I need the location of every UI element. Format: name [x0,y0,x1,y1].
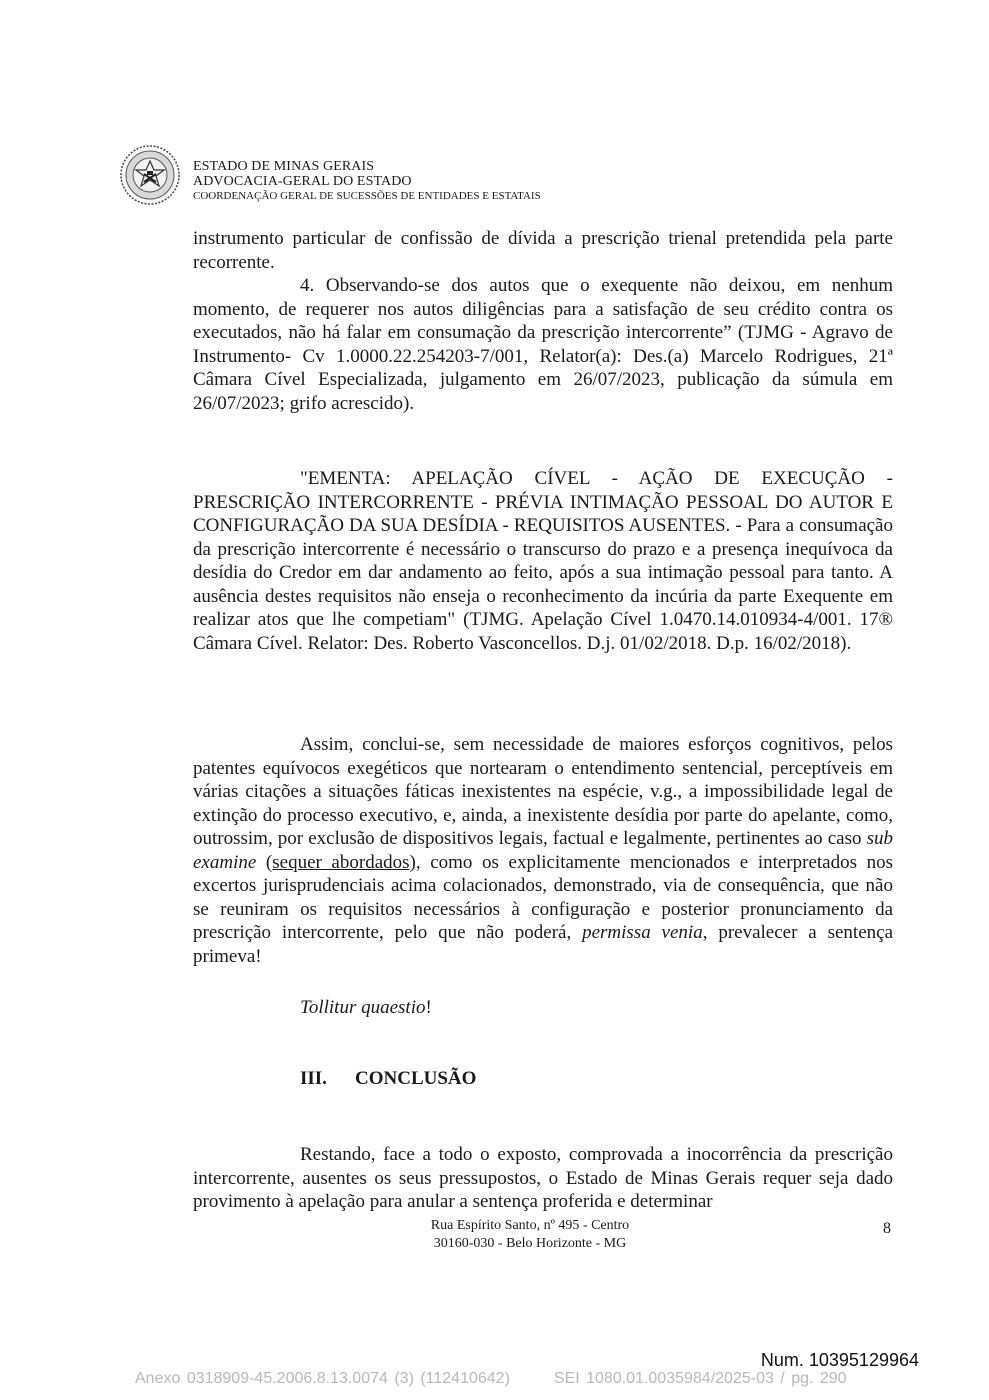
paragraph-text: 4. Observando-se dos autos que o exequente não deixou, em nenhum momento, de requerer nos autos diligências para a satisfação de seu crédito contra os executados, não há falar em consumação da prescrição intercorrente” (TJMG - Agravo de Instrumento- Cv 1.0000.22.254203-7/001, Relator(a): Des.(a) Marcelo Rodrigues, 21ª Câmara Cível Especializada, julgamento em 26/07/2023, publicação da súmula em 26/07/2023; grifo acrescido). [193,275,893,414]
document-number: Num. 10395129964 [760,1350,919,1370]
address-line: Rua Espírito Santo, nº 495 - Centro [430,1218,630,1233]
paragraph-text: "EMENTA: APELAÇÃO CÍVEL - AÇÃO DE EXECUÇÃO - PRESCRIÇÃO INTERCORRENTE - PRÉVIA INTIMAÇÃO PESSOAL DO AUTOR E CONFIGURAÇÃO DA SUA DESÍDIA - REQUISITOS AUSENTES. - Para a consumação da prescrição intercorrente é necessário o transcurso do prazo e a presença inequívoca da desídia do Credor em dar andamento ao feito, após a sua intimação pessoal para tanto. A ausência destes requisitos não enseja o reconhecimento da incúria da parte Exequente em realizar atos que lhe competiam" (TJMG. Apelação Cível 1.0470.14.010934-4/001. 17® Câmara Cível. Relator: Des. Roberto Vasconcellos. D.j. 01/02/2018. D.p. 16/02/2018). [193,468,893,654]
header-state: ESTADO DE MINAS GERAIS [193,159,375,174]
paragraph-text: instrumento particular de confissão de dívida a prescrição trienal pretendida pela parte recorrente. [193,228,893,273]
ementa-quote [193,467,893,655]
header-department: COORDENAÇÃO GERAL DE SUCESSÕES DE ENTIDADES E ESTATAIS [193,190,541,202]
conclusion-paragraph [193,1143,893,1214]
section-number: III. [300,1068,327,1089]
latin-closing [193,996,893,1020]
paragraph-text: Assim, conclui-se, sem necessidade de maiores esforços cognitivos, pelos patentes equívocos exegéticos que nortearam o entendimento sentencial, perceptíveis em várias citações a situações fáticas inexistentes na espécie, v.g., a impossibilidade legal de extinção do processo executivo, e, ainda, a inexistente desídia por parte do apelante, como, outrossim, por exclusão de dispositivos legais, factual e legalmente, pertinentes ao caso sub examine (sequer abordados), como os explicitamente mencionados e interpretados nos excertos jurisprudenciais acima colacionados, demonstrado, via de consequência, que não se reuniram os requisitos necessários à configuração e posterior pronunciamento da prescrição intercorrente, pelo que não poderá, permissa venia, prevalecer a sentença primeva! [193,734,894,967]
paragraph-text: Tollitur quaestio! [300,997,432,1018]
footer-address [380,1217,680,1253]
page-number: 8 [883,1220,891,1237]
sei-reference: SEI 1080.01.0035984/2025-03 / pg. 290 [553,1370,847,1387]
annex-reference: Anexo 0318909-45.2006.8.13.0074 (3) (112410642) [135,1370,510,1387]
paragraph-text: Restando, face a todo o exposto, comprovada a inocorrência da prescrição intercorrente, ausentes os seus pressupostos, o Estado de Minas Gerais requer seja dado provimento à apelação para anular a sentença proferida e determinar [193,1144,893,1212]
paragraph-continuation [193,227,893,415]
conclusion-argument [193,733,893,968]
coat-of-arms-seal [119,144,181,206]
address-line: 30160-030 - Belo Horizonte - MG [433,1236,627,1251]
document-header [193,159,541,204]
section-heading [300,1068,476,1090]
header-agency: ADVOCACIA-GERAL DO ESTADO [193,174,412,189]
section-title: CONCLUSÃO [355,1068,477,1089]
annex-stamp [135,1370,847,1388]
